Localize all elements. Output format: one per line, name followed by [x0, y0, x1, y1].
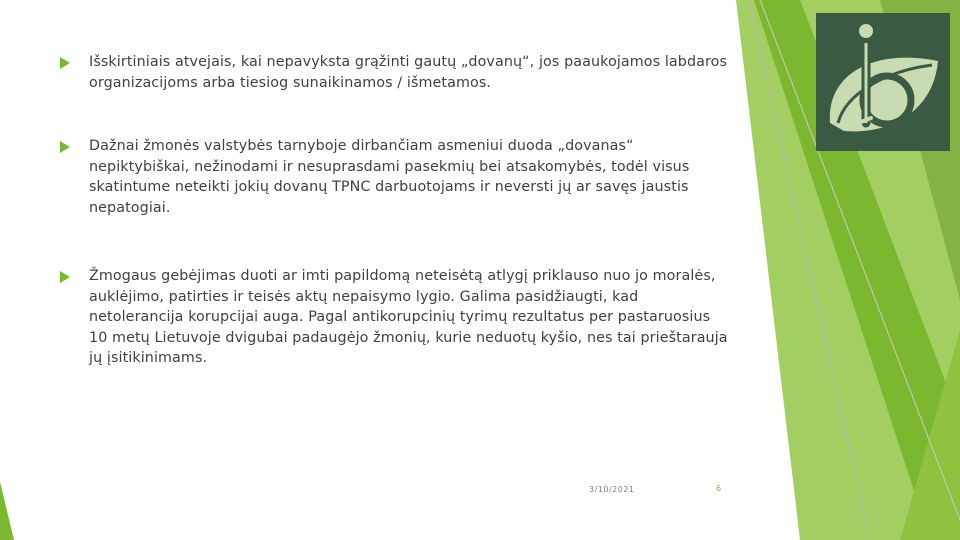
triangle-bullet-icon [60, 271, 70, 283]
footer-date: 3/10/2021 [589, 485, 635, 494]
page-number: 6 [716, 484, 722, 493]
triangle-bullet-icon [60, 141, 70, 153]
bullet-text: Dažnai žmonės valstybės tarnyboje dirbančiam asmeniui duoda „dovanas“ nepiktybiškai, nežinodami ir nesuprasdami pasekmių bei atsakomybės, todėl visus skatintume neteikti jokių dovanų TPNC darbuotojams ir neversti jų ar savęs jaustis nepatogiai. [89, 138, 690, 216]
logo-graphic [816, 13, 950, 151]
bullet-text: Žmogaus gebėjimas duoti ar imti papildomą neteisėtą atlygį priklauso nuo jo moralės, auklėjimo, patirties ir teisės aktų nepaisymo lygio. Galima pasidžiaugti, kad netolerancija korupcijai auga. Pagal antikorupcinių tyrimų rezultatus per pastaruosius 10 metų Lietuvoje dvigubai padaugėjo žmonių, kurie neduotų kyšio, nes tai prieštarauja jų įsitikinimams. [89, 268, 728, 366]
left-corner-triangle [0, 482, 14, 540]
organization-logo [816, 13, 950, 151]
logo-dot [859, 24, 873, 38]
triangle-bullet-icon [60, 57, 70, 69]
bullet-text: Išskirtiniais atvejais, kai nepavyksta grąžinti gautų „dovanų“, jos paaukojamos labdaros organizacijoms arba tiesiog sunaikinamos / išmetamos. [89, 54, 728, 91]
